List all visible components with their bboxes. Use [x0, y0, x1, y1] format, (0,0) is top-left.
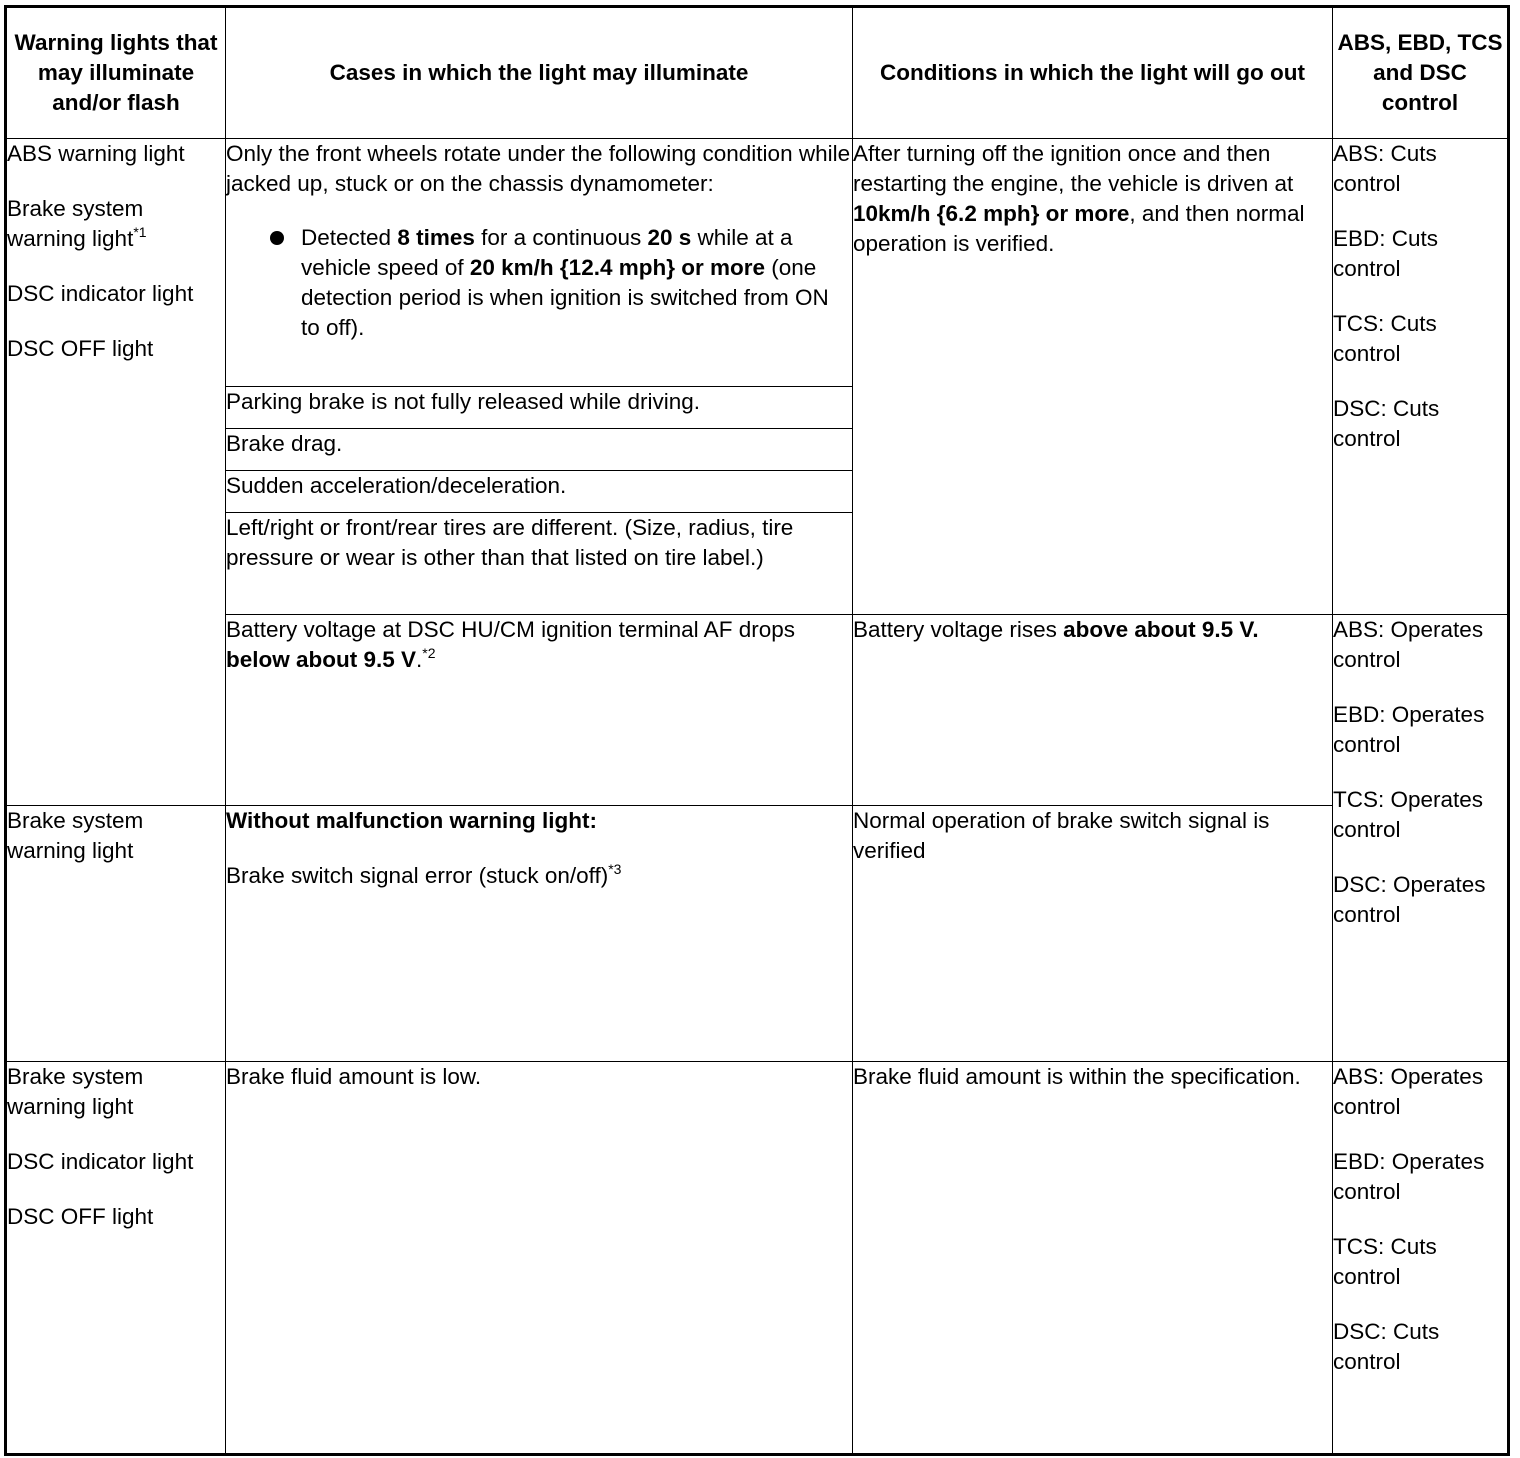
- light-item: Brake system warning light$^{*1}$: [7, 196, 147, 251]
- control-item: ABS: Operates control: [1333, 1064, 1484, 1119]
- group2-condition-cell: Battery voltage rises above about 9.5 V.: [853, 615, 1333, 806]
- control-item: DSC: Operates control: [1333, 872, 1486, 927]
- table-row: [6, 615, 1509, 806]
- control-item: TCS: Operates control: [1333, 787, 1484, 842]
- control-item: ABS: Cuts control: [1333, 141, 1437, 196]
- case-title: Without malfunction warning light:: [226, 808, 597, 833]
- case-text: Brake switch signal error (stuck on/off)$^{*3}$: [226, 861, 622, 888]
- control-item: TCS: Cuts control: [1333, 311, 1437, 366]
- case-cell: Left/right or front/rear tires are different. (Size, radius, tire pressure or wear is other than that listed on tire label.): [226, 513, 853, 615]
- case-cell: Brake drag.: [226, 429, 853, 471]
- light-item: DSC indicator light: [7, 281, 194, 306]
- header-cases: Cases in which the light may illuminate: [226, 7, 853, 139]
- group4-control-cell: [1333, 1062, 1509, 1455]
- warning-light-table: [4, 5, 1510, 1456]
- bullet-icon: [270, 231, 284, 245]
- case-cell: [226, 139, 853, 387]
- group4-case-cell: Brake fluid amount is low.: [226, 1062, 853, 1455]
- control-item: DSC: Cuts control: [1333, 1319, 1440, 1374]
- table-row: [6, 139, 1509, 387]
- control-item: EBD: Cuts control: [1333, 226, 1439, 281]
- header-conditions: Conditions in which the light will go out: [853, 7, 1333, 139]
- control-item: EBD: Operates control: [1333, 702, 1485, 757]
- group1-condition-cell: After turning off the ignition once and then restarting the engine, the vehicle is driven at 10km/h {6.2 mph} or more, and then normal operation is verified.: [853, 139, 1333, 615]
- light-item: Brake system warning light: [7, 1064, 144, 1119]
- footnote-mark: *3: [608, 861, 622, 877]
- group3-case-cell: [226, 806, 853, 1062]
- bullet-item: Detected 8 times for a continuous 20 s while at a vehicle speed of 20 km/h {12.4 mph} or more (one detection period is when ignition is switched from ON to off).: [226, 223, 852, 343]
- group1-lights-cell: [6, 139, 226, 806]
- group3-light-cell: Brake system warning light: [6, 806, 226, 1062]
- group2-case-cell: Battery voltage at DSC HU/CM ignition terminal AF drops below about 9.5 V.$^{*2}$: [226, 615, 853, 806]
- case-cell: Sudden acceleration/deceleration.: [226, 471, 853, 513]
- group3-condition-cell: Normal operation of brake switch signal is verified: [853, 806, 1333, 1062]
- light-item: DSC OFF light: [7, 1204, 154, 1229]
- header-row: [6, 7, 1509, 139]
- footnote-mark: *1: [133, 224, 147, 240]
- header-lights: Warning lights that may illuminate and/or flash: [6, 7, 226, 139]
- light-item: DSC indicator light: [7, 1149, 194, 1174]
- table-row: [6, 1062, 1509, 1455]
- group4-lights-cell: [6, 1062, 226, 1455]
- group4-condition-cell: Brake fluid amount is within the specification.: [853, 1062, 1333, 1455]
- group2-control-cell: [1333, 615, 1509, 1062]
- footnote-mark: *2: [422, 645, 436, 661]
- light-item: DSC OFF light: [7, 336, 154, 361]
- table-row: [6, 806, 1509, 1062]
- control-item: ABS: Operates control: [1333, 617, 1484, 672]
- control-item: EBD: Operates control: [1333, 1149, 1485, 1204]
- control-item: DSC: Cuts control: [1333, 396, 1440, 451]
- case-cell: Parking brake is not fully released while driving.: [226, 387, 853, 429]
- header-control: ABS, EBD, TCS and DSC control: [1333, 7, 1509, 139]
- light-item: ABS warning light: [7, 141, 185, 166]
- group1-control-cell: [1333, 139, 1509, 615]
- control-item: TCS: Cuts control: [1333, 1234, 1437, 1289]
- case-intro: Only the front wheels rotate under the following condition while jacked up, stuck or on the chassis dynamometer:: [226, 141, 851, 196]
